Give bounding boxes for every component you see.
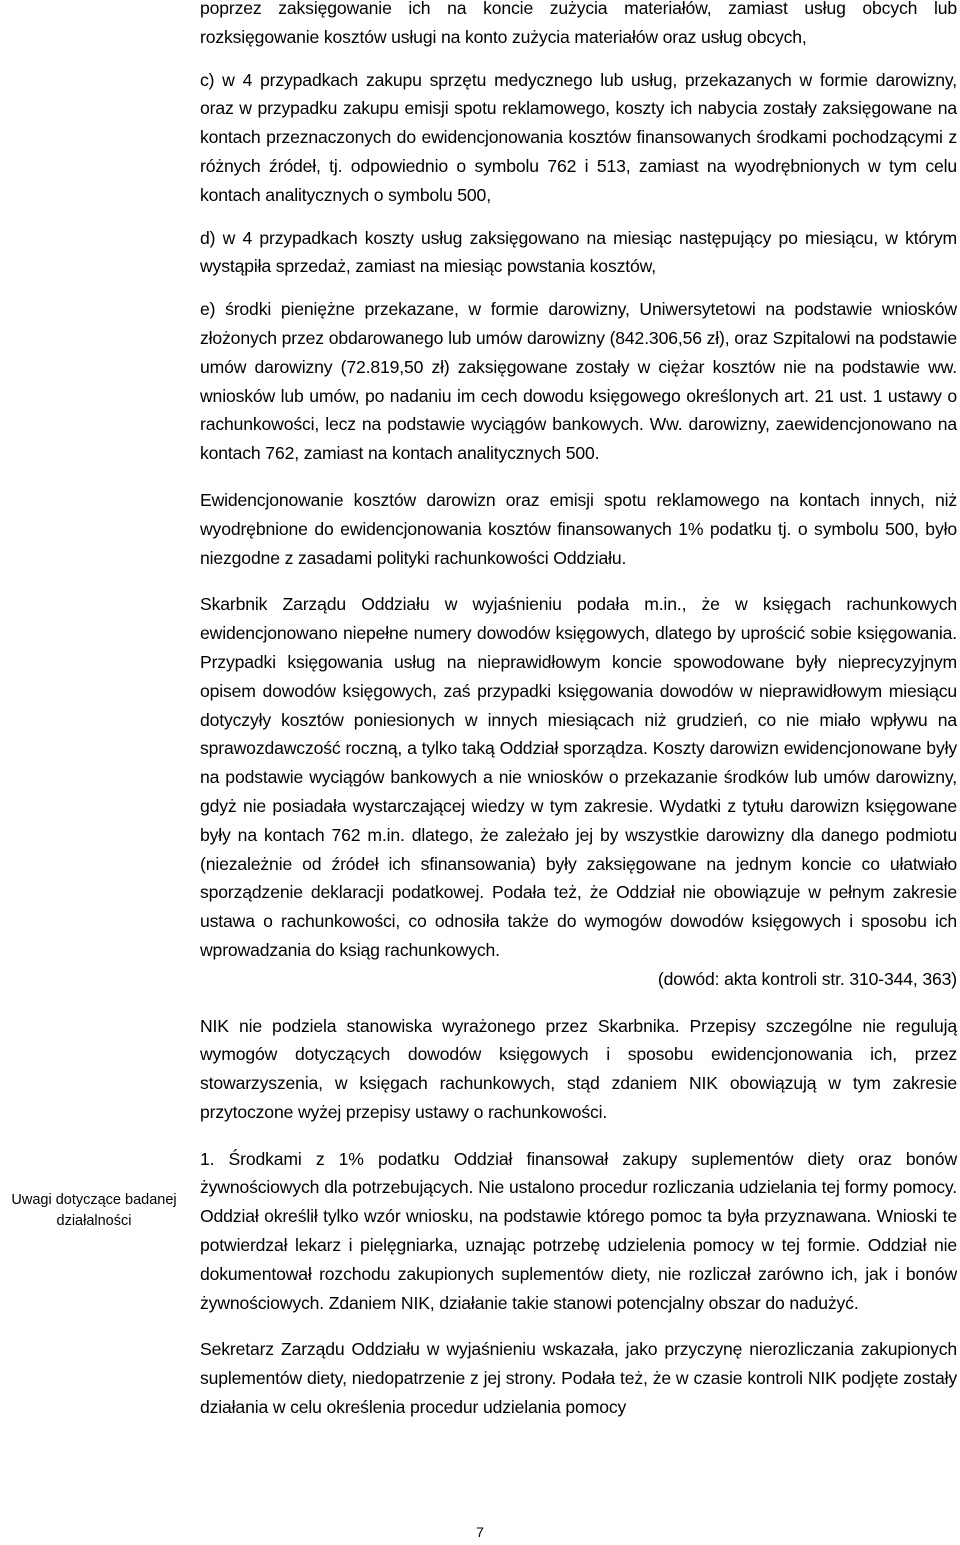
list-item-d: d) w 4 przypadkach koszty usług zaksięgowano na miesiąc następujący po miesiącu, w którym wystąpiła sprzedaż, zamiast na miesiąc powstania kosztów, bbox=[200, 227, 957, 277]
paragraph-evaluation: Ewidencjonowanie kosztów darowizn oraz emisji spotu reklamowego na kontach innych, niż wyodrębnione do ewidencjonowania kosztów finansowanych 1% podatku tj. o symbolu 500, było niezgodne z zasadami polityki rachunkowości Oddziału. bbox=[200, 489, 957, 568]
paragraph-explanation-treasurer: Skarbnik Zarządu Oddziału w wyjaśnieniu podała m.in., że w księgach rachunkowych ewidencjonowano niepełne numery dowodów księgowych, dlatego by uprościć sobie księgowania. Przypadki księgowania usług na nieprawidłowym koncie spowodowane były nieprecyzyjnym opisem dowodów księgowych, zaś przypadki księgowania dowodów w nieprawidłowym miesiącu dotyczyły kosztów poniesionych w innych miesiącach niż grudzień, co nie miało wpływu na sprawozdawczość roczną, a tylko taką Oddział sporządza. Koszty darowizn ewidencjonowane były na podstawie wyciągów bankowych a nie wniosków o przekazanie środków lub umów darowizny, gdyż nie posiadała wystarczającej wiedzy w tym zakresie. Wydatki z tytułu darowizn księgowane były na kontach 762 m.in. dlatego, że zależało jej by wszystkie darowizny dla danego podmiotu (niezależnie od źródeł ich sfinansowania) były zaksięgowane na jednym koncie co ułatwiało sporządzenie deklaracji podatkowej. Podała też, że Oddział nie obowiązuje w pełnym zakresie ustawa o rachunkowości, co odnosiła także do wymogów dowodów księgowych i sposobu ich wprowadzania do ksiąg rachunkowych. bbox=[200, 594, 957, 960]
paragraph-explanation-secretary: Sekretarz Zarządu Oddziału w wyjaśnieniu wskazała, jako przyczynę nierozliczania zakupionych suplementów diety, niedopatrzenie z jej strony. Podała też, że w czasie kontroli NIK podjęte zostały działania w celu określenia procedur udzielania pomocy bbox=[200, 1339, 957, 1418]
list-item-e: e) środki pieniężne przekazane, w formie darowizny, Uniwersytetowi na podstawie wniosków złożonych przez obdarowanego lub umów darowizny (842.306,56 zł), oraz Szpitalowi na podstawie umów darowizny (72.819,50 zł) zaksięgowane zostały w ciężar kosztów nie na podstawie ww. wniosków lub umów, po nadaniu im cech dowodu księgowego określonych art. 21 ust. 1 ustawy o rachunkowości, lecz na podstawie wyciągów bankowych. Ww. darowizny, zaewidencjonowano na kontach 762, zamiast na kontach analitycznych 500. bbox=[200, 299, 957, 464]
evidence-citation: (dowód: akta kontroli str. 310-344, 363) bbox=[657, 968, 957, 989]
paragraph-nik-position: NIK nie podziela stanowiska wyrażonego przez Skarbnika. Przepisy szczególne nie regulują wymogów dotyczących dowodów księgowych i sposobu ewidencjonowania ich, przez stowarzyszenia, w księgach rachunkowych, stąd zdaniem NIK obowiązują w tym zakresie przytoczone wyżej przepisy ustawy o rachunkowości. bbox=[200, 1015, 957, 1122]
page-number: 7 bbox=[476, 1524, 484, 1540]
main-text bbox=[200, 0, 957, 1422]
margin-note: Uwagi dotyczące badanej działalności bbox=[11, 1192, 177, 1229]
list-item-c: c) w 4 przypadkach zakupu sprzętu medycznego lub usług, przekazanych w formie darowizny, oraz w przypadku zakupu emisji spotu reklamowego, koszty ich nabycia zostały zaksięgowane na kontach przeznaczonych do ewidencjonowania kosztów finansowanych środkami pochodzącymi z różnych źródeł, tj. odpowiednio o symbolu 762 i 513, zamiast na wyodrębnionych w tym celu kontach analitycznych o symbolu 500, bbox=[200, 69, 957, 205]
paragraph-continuation: poprzez zaksięgowanie ich na koncie zużycia materiałów, zamiast usług obcych lub rozksięgowanie kosztów usługi na konto zużycia materiałów oraz usług obcych, bbox=[200, 0, 957, 47]
paragraph-finding-1: 1. Środkami z 1% podatku Oddział finansował zakupy suplementów diety oraz bonów żywnościowych dla potrzebujących. Nie ustalono procedur rozliczania udzielania tej formy pomocy. Oddział określił tylko wzór wniosku, na podstawie którego pomoc ta była przyznawana. Wnioski te potwierdzał lekarz i pielęgniarka, uznając potrzebę udzielenia pomocy w tej formie. Oddział nie dokumentował rozchodu zakupionych suplementów diety, nie rozliczał zarówno ich, jak i bonów żywnościowych. Zdaniem NIK, działanie takie stanowi potencjalny obszar do nadużyć. bbox=[200, 1148, 957, 1313]
